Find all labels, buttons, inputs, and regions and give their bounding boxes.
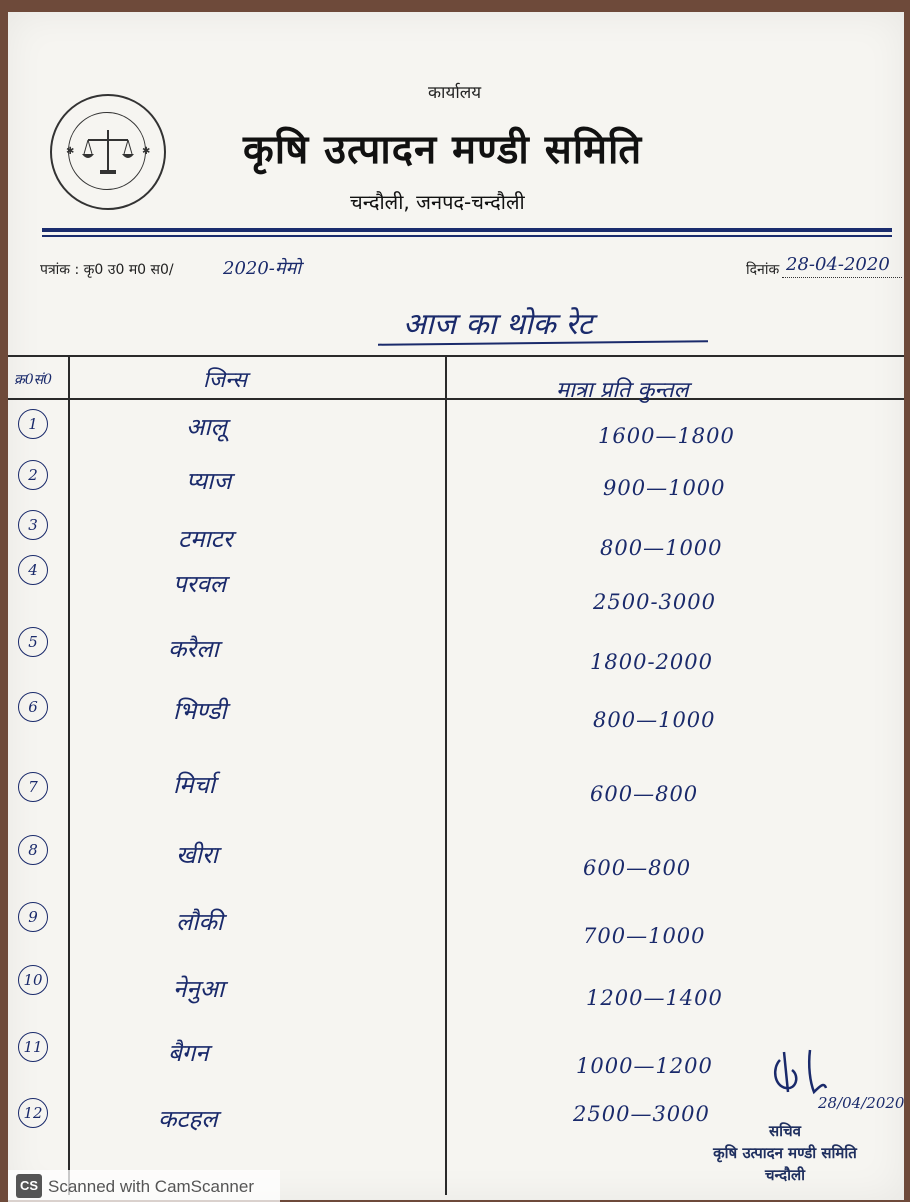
office-label: कार्यालय [428,83,482,103]
secretary-stamp [680,1120,890,1186]
row-rate: 2500-3000 [593,590,716,614]
row-serial: 1 [18,409,48,439]
header-rule-thick [42,228,892,232]
row-commodity: परवल [173,570,227,598]
row-serial: 11 [18,1032,48,1062]
row-commodity: मिर्चा [173,771,216,799]
row-serial: 8 [18,835,48,865]
table-column-divider [445,355,447,1195]
organization-address: चन्दौली, जनपद-चन्दौली [350,190,525,214]
row-serial: 5 [18,627,48,657]
row-commodity: बैगन [168,1039,209,1067]
column-header-serial: क्र0सं0 [14,372,53,388]
header-rule-thin [42,235,892,237]
row-rate: 1200—1400 [586,986,723,1010]
date-value: 28-04-2020 [786,254,890,275]
table-header-border [8,398,904,400]
row-commodity: टमाटर [178,525,233,553]
camscanner-watermark [8,1170,280,1202]
table-column-divider [68,355,70,1195]
camscanner-logo-icon: CS [16,1174,42,1198]
row-commodity: करैला [168,635,219,663]
row-rate: 600—800 [583,856,692,880]
row-serial: 2 [18,460,48,490]
row-serial: 10 [18,965,48,995]
signature-date: 28/04/2020 [818,1094,905,1112]
row-rate: 600—800 [590,782,699,806]
row-commodity: खीरा [176,841,218,869]
row-serial: 9 [18,902,48,932]
stamp-title: सचिव [769,1122,801,1140]
watermark-text: Scanned with CamScanner [48,1177,255,1196]
reference-number: 2020-मेमो [223,258,302,279]
column-header-rate: मात्रा प्रति कुन्तल [556,378,689,403]
row-serial: 3 [18,510,48,540]
row-rate: 1000—1200 [576,1054,713,1078]
organization-title: कृषि उत्पादन मण्डी समिति [243,127,643,173]
stamp-organization: कृषि उत्पादन मण्डी समिति [713,1144,857,1162]
rate-heading: आज का थोक रेट [403,307,593,342]
row-rate: 900—1000 [603,476,726,500]
reference-label: पत्रांक : कृ0 उ0 म0 स0/ [40,262,174,278]
row-commodity: भिण्डी [173,697,227,725]
row-rate: 800—1000 [593,708,716,732]
scales-emblem-icon [52,96,164,208]
row-rate: 2500—3000 [573,1102,710,1126]
row-serial: 7 [18,772,48,802]
office-seal [50,94,166,210]
row-rate: 700—1000 [583,924,706,948]
row-rate: 800—1000 [600,536,723,560]
column-header-commodity: जिन्स [203,368,247,393]
stamp-place: चन्दौली [764,1166,806,1184]
row-commodity: नेनुआ [173,975,225,1003]
row-serial: 4 [18,555,48,585]
date-dotted-line [782,277,902,278]
date-label: दिनांक [746,262,780,278]
row-commodity: आलू [186,413,227,441]
row-serial: 12 [18,1098,48,1128]
row-serial: 6 [18,692,48,722]
row-commodity: प्याज [186,467,232,495]
svg-text:✱: ✱ [66,146,75,157]
svg-text:✱: ✱ [142,146,151,157]
row-rate: 1800-2000 [590,650,713,674]
row-commodity: कटहल [158,1105,218,1133]
row-rate: 1600—1800 [598,424,735,448]
table-top-border [8,355,904,357]
row-commodity: लौकी [176,908,224,936]
document-page [8,12,904,1200]
